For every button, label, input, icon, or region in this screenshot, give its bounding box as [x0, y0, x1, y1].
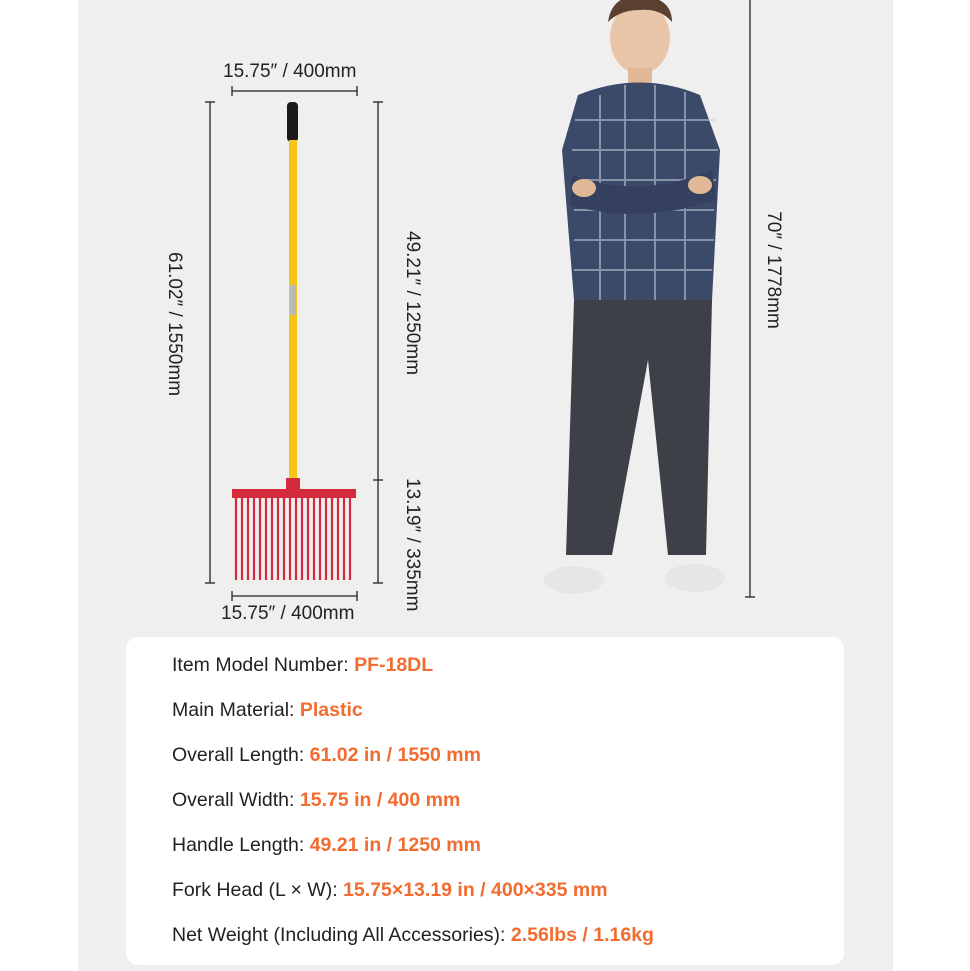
spec-row-overall-length — [172, 744, 481, 767]
spec-label: Fork Head (L × W): — [172, 879, 344, 901]
spec-row-model — [172, 654, 433, 677]
spec-label: Net Weight (Including All Accessories): — [172, 924, 511, 946]
spec-label: Item Model Number: — [172, 654, 355, 676]
person-height-label: 70″ / 1778mm — [763, 211, 784, 329]
spec-card — [126, 637, 844, 965]
spec-value: 61.02 in / 1550 mm — [309, 744, 481, 766]
spec-value: 15.75 in / 400 mm — [299, 789, 461, 811]
spec-row-fork-head — [172, 879, 608, 902]
spec-value: Plastic — [299, 699, 363, 721]
fork-head-length-label: 13.19″ / 335mm — [402, 478, 423, 612]
spec-label: Overall Length: — [172, 744, 310, 766]
spec-row-overall-width — [172, 789, 460, 812]
right-shoe — [665, 564, 725, 592]
spec-value: 2.56lbs / 1.16kg — [510, 924, 654, 946]
handle-length-label: 49.21″ / 1250mm — [402, 231, 423, 376]
spec-value: 15.75×13.19 in / 400×335 mm — [343, 879, 608, 901]
spec-label: Handle Length: — [172, 834, 310, 856]
head-width-bottom-label: 15.75″ / 400mm — [221, 603, 355, 624]
left-shoe — [544, 566, 604, 594]
spec-label: Main Material: — [172, 699, 300, 721]
spec-label: Overall Width: — [172, 789, 300, 811]
spec-value: PF-18DL — [354, 654, 434, 676]
pants — [566, 300, 712, 555]
spec-value: 49.21 in / 1250 mm — [309, 834, 481, 856]
spec-row-handle-length — [172, 834, 481, 857]
spec-row-net-weight — [172, 924, 654, 947]
overall-length-label: 61.02″ / 1550mm — [164, 252, 185, 397]
spec-row-material — [172, 699, 363, 722]
head-width-top-label: 15.75″ / 400mm — [223, 61, 357, 82]
